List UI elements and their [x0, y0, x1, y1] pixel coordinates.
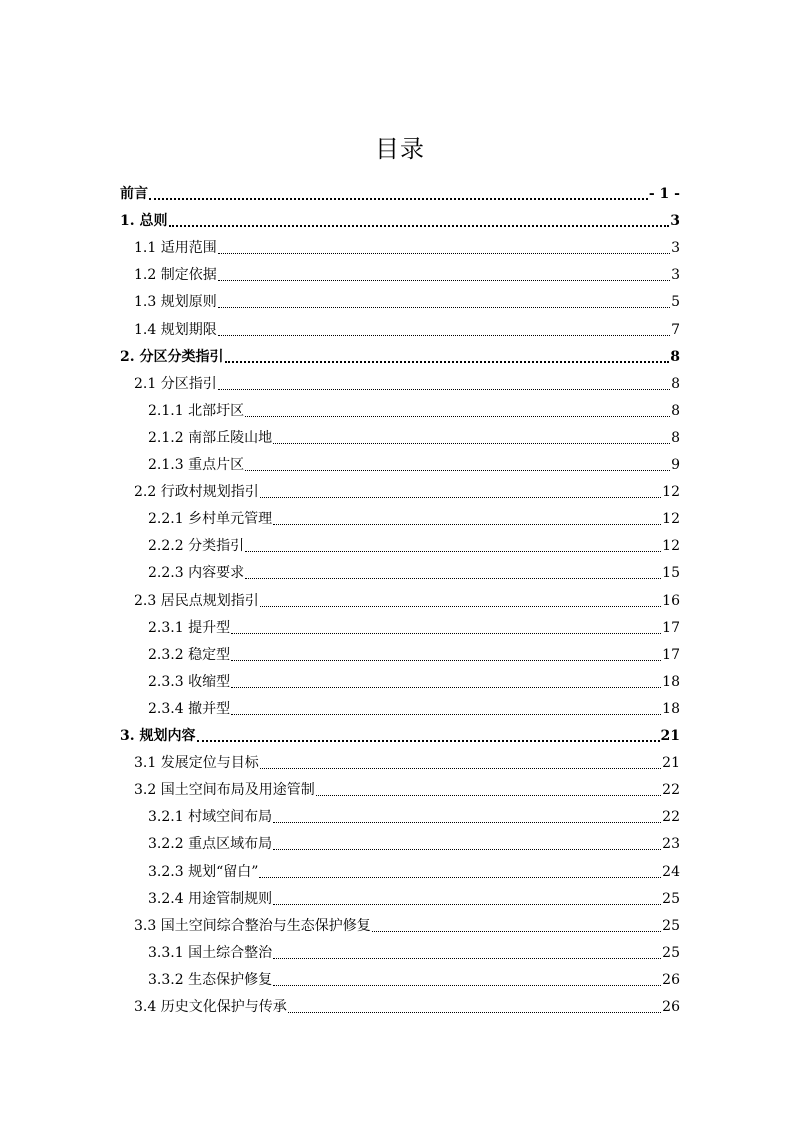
toc-dot-leader: [218, 266, 670, 284]
toc-dot-leader: [245, 456, 670, 474]
toc-entry-label: 3.2.1 村域空间布局: [148, 809, 273, 826]
toc-entry-label: 3.3.1 国土综合整治: [148, 944, 273, 961]
toc-entry-page-number: 21: [662, 755, 680, 772]
toc-entry-label: 2.2 行政村规划指引: [134, 484, 259, 501]
toc-entry-label: 2.2.3 内容要求: [148, 565, 245, 582]
toc-entry-page-number: 18: [662, 700, 680, 717]
toc-entry[interactable]: [120, 176, 680, 203]
toc-dot-leader: [273, 429, 670, 447]
toc-entry-label: 1. 总则: [120, 213, 168, 230]
toc-entry-page-number: 15: [662, 565, 680, 582]
toc-entry-page-number: 12: [662, 484, 680, 501]
toc-entry[interactable]: [148, 881, 680, 908]
toc-entry[interactable]: [120, 203, 680, 230]
toc-entry[interactable]: [148, 420, 680, 447]
toc-entry-page-number: 26: [662, 971, 680, 988]
toc-dot-leader: [372, 917, 661, 935]
toc-entry[interactable]: [148, 691, 680, 718]
toc-entry-page-number: 26: [662, 999, 680, 1015]
toc-entry-page-number: 23: [662, 836, 680, 853]
toc-entry-label: 1.4 规划期限: [134, 321, 217, 338]
toc-entry-label: 3.3.2 生态保护修复: [148, 971, 273, 988]
toc-dot-leader: [169, 212, 670, 230]
toc-entry[interactable]: [134, 312, 680, 339]
toc-entry-page-number: - 1 -: [648, 186, 680, 202]
toc-entry-page-number: 7: [671, 321, 680, 338]
toc-entry[interactable]: [148, 935, 680, 962]
toc-dot-leader: [273, 835, 661, 853]
toc-entry[interactable]: [134, 745, 680, 772]
toc-entry-label: 2.1.2 南部丘陵山地: [148, 429, 273, 446]
toc-dot-leader: [273, 510, 661, 528]
toc-entry-page-number: 8: [671, 375, 680, 392]
toc-entry-label: 3.1 发展定位与目标: [134, 755, 259, 772]
toc-dot-leader: [259, 863, 661, 881]
toc-entry-page-number: 12: [662, 538, 680, 555]
toc-entry[interactable]: [134, 583, 680, 610]
toc-entry-page-number: 8: [670, 348, 680, 365]
toc-entry[interactable]: [148, 854, 680, 881]
toc-entry[interactable]: [120, 718, 680, 745]
toc-dot-leader: [218, 321, 670, 339]
toc-dot-leader: [260, 483, 661, 501]
toc-entry-page-number: 12: [662, 511, 680, 528]
toc-dot-leader: [231, 673, 661, 691]
toc-entry[interactable]: [148, 555, 680, 582]
toc-entry-label: 2.2.2 分类指引: [148, 538, 245, 555]
toc-entry-label: 2.3 居民点规划指引: [134, 592, 259, 609]
toc-entry[interactable]: [134, 230, 680, 257]
toc-entry-page-number: 17: [662, 646, 680, 663]
toc-entry-page-number: 9: [671, 457, 680, 473]
toc-dot-leader: [231, 646, 661, 664]
toc-entry[interactable]: [148, 393, 680, 420]
toc-entry-label: 2.3.4 撤并型: [148, 700, 231, 717]
toc-entry-page-number: 22: [662, 782, 680, 799]
toc-dot-leader: [245, 402, 670, 420]
toc-entry-label: 2.3.3 收缩型: [148, 673, 231, 690]
toc-entry-label: 3.2 国土空间布局及用途管制: [134, 782, 315, 799]
toc-entry-label: 1.1 适用范围: [134, 240, 217, 257]
toc-entry[interactable]: [148, 962, 680, 989]
toc-entry[interactable]: [134, 908, 680, 935]
toc-entry[interactable]: [148, 528, 680, 555]
toc-dot-leader: [273, 944, 661, 962]
toc-dot-leader: [288, 998, 661, 1016]
toc-dot-leader: [273, 971, 661, 989]
toc-entry-label: 前言: [120, 186, 148, 202]
toc-entry-label: 3.2.2 重点区域布局: [148, 836, 273, 853]
toc-entry-page-number: 3: [671, 267, 680, 284]
toc-entry-label: 3.2.4 用途管制规则: [148, 890, 273, 907]
toc-dot-leader: [231, 619, 661, 637]
toc-dot-leader: [218, 239, 670, 257]
toc-entry-label: 3.3 国土空间综合整治与生态保护修复: [134, 917, 371, 934]
toc-entry[interactable]: [120, 339, 680, 366]
toc-entry[interactable]: [148, 447, 680, 474]
toc-entry-page-number: 8: [671, 402, 680, 419]
toc-dot-leader: [260, 754, 661, 772]
toc-entry-page-number: 18: [662, 673, 680, 690]
toc-entry-page-number: 21: [660, 728, 680, 744]
toc-dot-leader: [316, 781, 661, 799]
toc-dot-leader: [197, 727, 660, 745]
toc-dot-leader: [260, 592, 661, 610]
toc-entry[interactable]: [134, 474, 680, 501]
toc-entry-page-number: 5: [671, 294, 680, 311]
toc-entry-label: 2.2.1 乡村单元管理: [148, 511, 273, 528]
toc-entry-page-number: 17: [662, 619, 680, 636]
toc-entry-label: 3.2.3 规划“留白”: [148, 863, 259, 880]
toc-entry-page-number: 22: [662, 809, 680, 826]
toc-entry-label: 1.2 制定依据: [134, 267, 217, 284]
toc-dot-leader: [218, 293, 670, 311]
toc-dot-leader: [231, 700, 661, 718]
toc-entry[interactable]: [134, 257, 680, 284]
toc-entry[interactable]: [148, 501, 680, 528]
toc-entry-label: 3.4 历史文化保护与传承: [134, 999, 287, 1015]
toc-entry[interactable]: [148, 826, 680, 853]
toc-entry-label: 2.1.1 北部圩区: [148, 402, 245, 419]
toc-dot-leader: [273, 890, 661, 908]
toc-entry-label: 2.1 分区指引: [134, 375, 217, 392]
toc-entry-label: 3. 规划内容: [120, 728, 196, 744]
toc-entry-page-number: 24: [662, 863, 680, 880]
toc-entry-page-number: 3: [671, 240, 680, 257]
toc-dot-leader: [273, 808, 661, 826]
toc-entry-label: 2. 分区分类指引: [120, 348, 224, 365]
toc-entry-label: 2.3.2 稳定型: [148, 646, 231, 663]
toc-entry[interactable]: [134, 284, 680, 311]
toc-dot-leader: [225, 348, 670, 366]
toc-entry[interactable]: [148, 799, 680, 826]
toc-dot-leader: [245, 564, 661, 582]
toc-entry-label: 1.3 规划原则: [134, 294, 217, 311]
toc-entry-page-number: 3: [670, 213, 680, 230]
toc-entry-page-number: 16: [662, 592, 680, 609]
toc-entry[interactable]: [148, 610, 680, 637]
page-title: 目录: [375, 135, 425, 163]
toc-entry-label: 2.1.3 重点片区: [148, 457, 245, 473]
toc-entry[interactable]: [134, 772, 680, 799]
toc-entry[interactable]: [148, 637, 680, 664]
toc-entry[interactable]: [134, 989, 680, 1016]
toc-entry-page-number: 25: [662, 917, 680, 934]
toc-entry-page-number: 8: [671, 429, 680, 446]
toc-entry-page-number: 25: [662, 890, 680, 907]
toc-entry-label: 2.3.1 提升型: [148, 619, 231, 636]
toc-dot-leader: [149, 185, 648, 203]
toc-entry[interactable]: [148, 664, 680, 691]
toc-entry[interactable]: [134, 366, 680, 393]
toc-entry-page-number: 25: [662, 944, 680, 961]
toc-dot-leader: [218, 375, 670, 393]
toc-dot-leader: [245, 537, 661, 555]
